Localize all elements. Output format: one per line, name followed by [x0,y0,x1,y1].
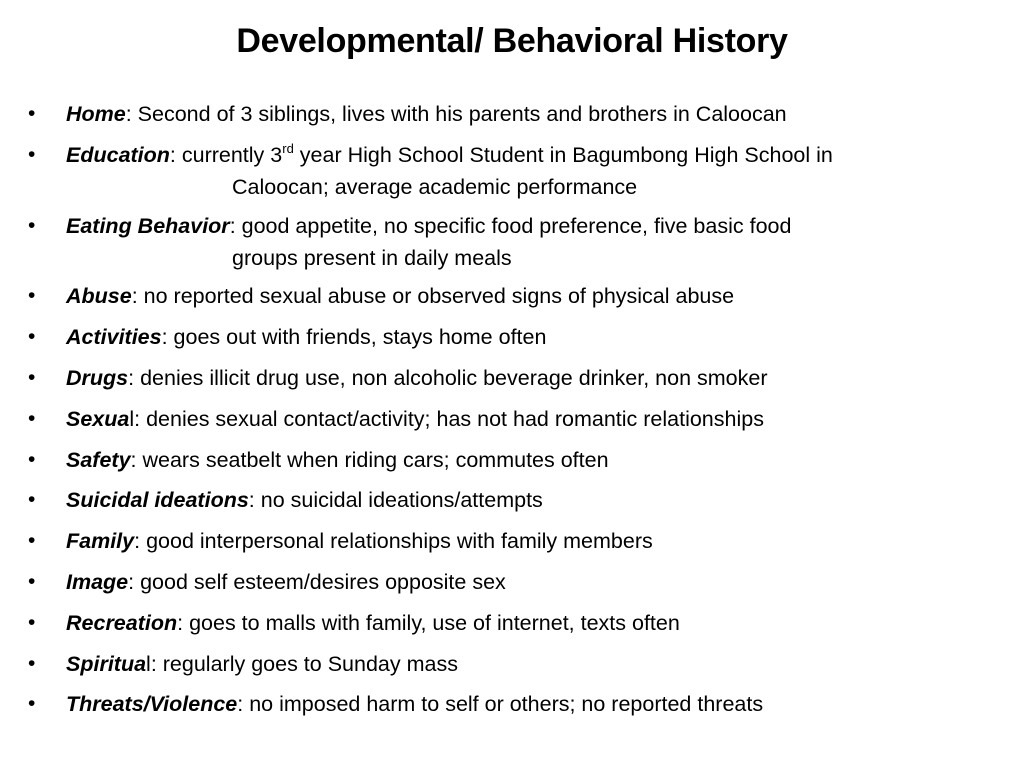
list-item-sexual [28,402,1008,436]
bullet-icon: • [28,102,36,125]
list-item-drugs [28,361,1008,395]
item-label: Family [66,529,135,554]
list-item-home [28,97,1008,131]
bullet-icon: • [28,692,36,716]
item-text: : good self esteem/desires opposite sex [128,569,506,594]
list-item-threats-violence [28,687,1008,721]
bullet-icon: • [28,365,36,389]
list-item-recreation [28,606,1008,640]
item-text: : good appetite, no specific food preference, five basic food [229,213,792,238]
item-label: Image [66,569,129,594]
item-label: Threats/Violence [66,692,238,717]
item-text: : Second of 3 siblings, lives with his parents and brothers in Caloocan [125,102,787,126]
item-label-rest: l [129,406,135,431]
bullet-icon: • [28,213,36,237]
item-label: Eating Behavior [66,213,230,238]
item-text: : no suicidal ideations/attempts [248,488,543,513]
list-item-suicidal-ideations [28,483,1008,517]
slide-title: Developmental/ Behavioral History [236,22,788,60]
item-text: : goes out with friends, stays home often [161,325,547,350]
item-label: Sexua [66,406,130,431]
item-text: : regularly goes to Sunday mass [150,651,458,676]
bullet-icon: • [28,284,36,308]
item-continuation: Caloocan; average academic performance [232,174,638,199]
list-item-spiritual [28,647,1008,681]
item-label: Recreation [66,610,178,635]
item-text: : currently 3 [169,142,283,167]
bullet-icon: • [28,651,36,675]
list-item-family [28,524,1008,558]
list-item-activities [28,320,1008,354]
bullet-icon: • [28,488,36,512]
bullet-icon: • [28,406,36,430]
item-text: : good interpersonal relationships with family members [134,529,653,554]
list-item-eating-behavior [28,209,1008,273]
bullet-icon: • [28,569,36,593]
bullet-icon: • [28,610,36,634]
item-label: Drugs [66,365,129,390]
item-text: : no reported sexual abuse or observed signs of physical abuse [131,284,735,309]
list-item-safety [28,443,1008,477]
item-label: Education [66,142,170,167]
item-label: Suicidal ideations [66,488,249,513]
item-label: Activities [66,325,162,350]
item-text-continued: year High School Student in Bagumbong High School in [293,142,833,167]
ordinal-suffix: rd [282,140,294,156]
bullet-icon: • [28,447,36,471]
bullet-icon: • [28,529,36,553]
item-text: : goes to malls with family, use of internet, texts often [177,610,680,635]
item-text: : denies sexual contact/activity; has not had romantic relationships [134,406,764,431]
item-continuation: groups present in daily meals [232,245,512,270]
list-item-abuse [28,279,1008,313]
bullet-icon: • [28,142,36,166]
item-label: Home [66,102,126,126]
item-label: Abuse [66,284,132,309]
item-text: : no imposed harm to self or others; no reported threats [237,692,764,717]
list-item-image [28,565,1008,599]
item-label: Safety [66,447,131,472]
item-label: Spiritua [66,651,147,676]
item-label-rest: l [146,651,151,676]
item-text: : wears seatbelt when riding cars; commutes often [130,447,609,472]
list-item-education [28,138,1008,202]
bullet-list [28,97,1008,728]
item-text: : denies illicit drug use, non alcoholic beverage drinker, non smoker [128,365,768,390]
bullet-icon: • [28,325,36,349]
